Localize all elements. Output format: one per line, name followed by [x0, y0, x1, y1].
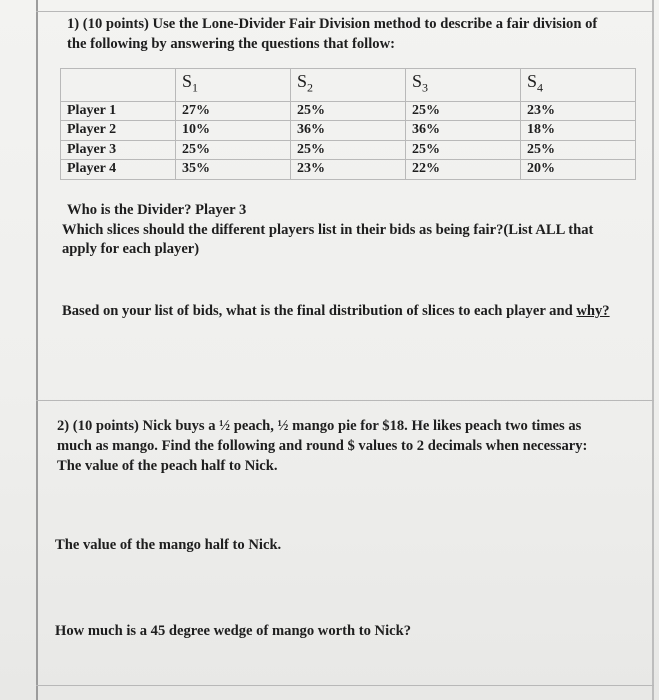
- mango-half-question: The value of the mango half to Nick.: [55, 537, 282, 553]
- header-s1-letter: S: [182, 71, 193, 92]
- table-cell: 35%: [176, 160, 291, 180]
- table-cell: 10%: [176, 121, 291, 141]
- header-s3-letter: S: [412, 71, 423, 92]
- table-cell: 36%: [291, 121, 406, 141]
- final-why-underlined: why?: [576, 303, 610, 319]
- q2-line-2: much as mango. Find the following and round $ values to 2 decimals when necessary:: [57, 438, 588, 454]
- wedge-question: How much is a 45 degree wedge of mango worth to Nick?: [55, 623, 412, 639]
- final-distribution-question: [62, 302, 610, 320]
- table-cell: 25%: [406, 140, 521, 160]
- page-left-border: [36, 0, 38, 700]
- table-cell: 22%: [406, 160, 521, 180]
- table-cell: 23%: [291, 160, 406, 180]
- q2-line-1: 2) (10 points) Nick buys a ½ peach, ½ mango pie for $18. He likes peach two times as: [57, 418, 582, 434]
- table-cell: 18%: [521, 121, 636, 141]
- table-cell: 25%: [521, 140, 636, 160]
- header-s4-sub: 4: [537, 80, 544, 95]
- header-s2-sub: 2: [307, 80, 314, 95]
- table-row: [61, 101, 636, 121]
- table-cell: 25%: [291, 140, 406, 160]
- row-label-player-3: Player 3: [61, 140, 176, 160]
- final-distribution-text: Based on your list of bids, what is the final distribution of slices to each player and: [62, 303, 577, 319]
- table-cell: 27%: [176, 101, 291, 121]
- table-row: [61, 160, 636, 180]
- table-cell: 36%: [406, 121, 521, 141]
- table-cell: 25%: [291, 101, 406, 121]
- header-s3: [406, 69, 521, 102]
- header-s1-sub: 1: [192, 80, 199, 95]
- table-cell: 25%: [406, 101, 521, 121]
- table-cell: 25%: [176, 140, 291, 160]
- q2-line-3: The value of the peach half to Nick.: [57, 458, 278, 474]
- header-s3-sub: 3: [422, 80, 429, 95]
- table-header-row: [61, 69, 636, 102]
- page-right-border: [652, 0, 654, 700]
- header-s4: [521, 69, 636, 102]
- row-label-player-1: Player 1: [61, 101, 176, 121]
- q1-line-1: 1) (10 points) Use the Lone-Divider Fair Division method to describe a fair division of: [67, 16, 598, 32]
- section-divider: [36, 400, 654, 401]
- table-cell: 20%: [521, 160, 636, 180]
- divider-question: Who is the Divider? Player 3: [67, 202, 247, 218]
- table-corner-cell: [61, 69, 176, 102]
- bottom-divider: [36, 685, 654, 686]
- header-s4-letter: S: [527, 71, 538, 92]
- table-row: [61, 140, 636, 160]
- bids-question-line-2: apply for each player): [62, 241, 200, 257]
- header-s2-letter: S: [297, 71, 308, 92]
- table-row: [61, 121, 636, 141]
- header-s2: [291, 69, 406, 102]
- top-divider: [36, 11, 654, 12]
- row-label-player-2: Player 2: [61, 121, 176, 141]
- header-s1: [176, 69, 291, 102]
- q1-line-2: the following by answering the questions that follow:: [67, 36, 395, 52]
- row-label-player-4: Player 4: [61, 160, 176, 180]
- preference-table: [60, 68, 636, 180]
- table-cell: 23%: [521, 101, 636, 121]
- bids-question-line-1: Which slices should the different players list in their bids as being fair?(List ALL that: [62, 222, 594, 238]
